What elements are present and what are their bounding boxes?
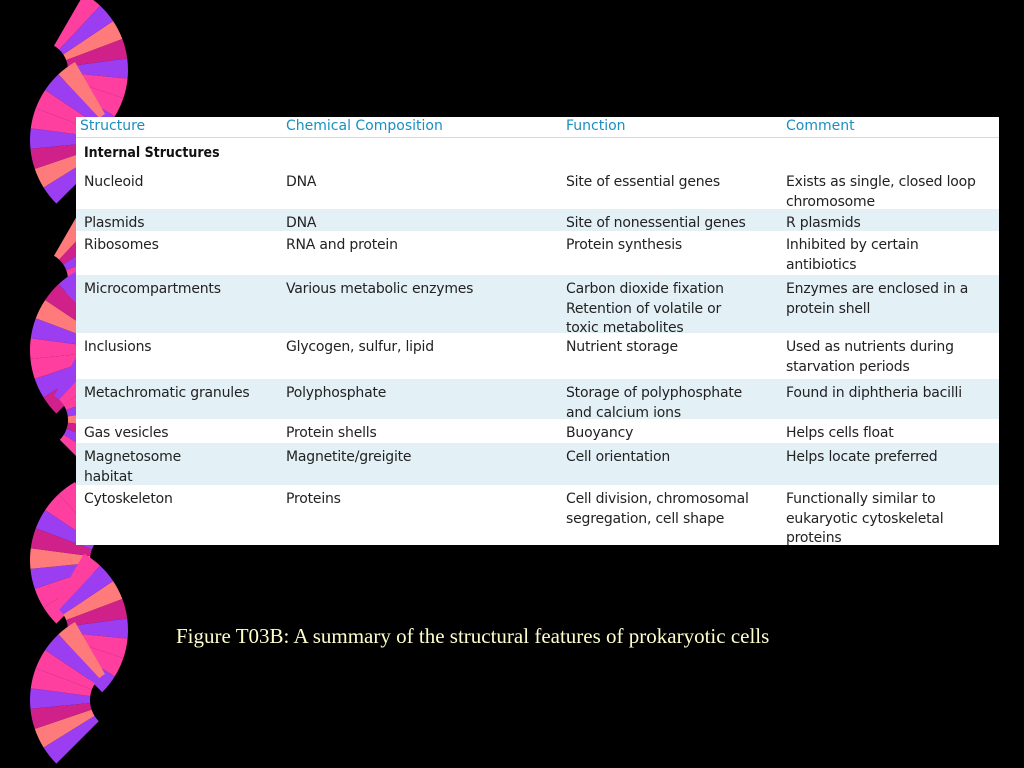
- table-cell: Various metabolic enzymes: [286, 281, 474, 297]
- table-cell: Proteins: [286, 491, 341, 507]
- table-row: [76, 168, 999, 209]
- table-cell: Protein shells: [286, 425, 377, 441]
- table-cell: Magnetosome habitat: [84, 449, 181, 485]
- table-cell: Helps cells float: [786, 425, 894, 441]
- table-row: [76, 333, 999, 379]
- header-chemical-composition: Chemical Composition: [286, 118, 443, 134]
- table-cell: Site of essential genes: [566, 174, 720, 190]
- table-cell: Buoyancy: [566, 425, 634, 441]
- table-cell: Glycogen, sulfur, lipid: [286, 339, 434, 355]
- prokaryotic-structures-table: [76, 117, 999, 545]
- table-cell: Microcompartments: [84, 281, 221, 297]
- table-cell: Gas vesicles: [84, 425, 169, 441]
- table-cell: Inclusions: [84, 339, 152, 355]
- table-row: [76, 419, 999, 443]
- table-cell: DNA: [286, 215, 317, 231]
- table-header: [76, 117, 999, 138]
- table-cell: Protein synthesis: [566, 237, 683, 253]
- table-cell: Enzymes are enclosed in a protein shell: [786, 281, 969, 317]
- table-cell: Exists as single, closed loop chromosome: [786, 174, 976, 210]
- table-cell: Cell division, chromosomal segregation, cell shape: [566, 491, 749, 527]
- table-cell: Nucleoid: [84, 174, 144, 190]
- table-cell: Found in diphtheria bacilli: [786, 385, 962, 401]
- table-cell: Helps locate preferred: [786, 449, 938, 465]
- header-structure: Structure: [80, 118, 146, 134]
- table-cell: Carbon dioxide fixation Retention of volatile or toxic metabolites: [566, 281, 724, 336]
- table-row: [76, 485, 999, 545]
- table-cell: Inhibited by certain antibiotics: [786, 237, 919, 273]
- table-cell: Nutrient storage: [566, 339, 678, 355]
- table-cell: Cell orientation: [566, 449, 671, 465]
- table-cell: Cytoskeleton: [84, 491, 173, 507]
- table-row: [76, 443, 999, 485]
- table-cell: Used as nutrients during starvation periods: [786, 339, 954, 375]
- figure-caption: Figure T03B: A summary of the structural features of prokaryotic cells: [176, 624, 770, 648]
- header-comment: Comment: [786, 118, 855, 134]
- table-row: [76, 275, 999, 336]
- table-cell: DNA: [286, 174, 317, 190]
- table-cell: Plasmids: [84, 215, 145, 231]
- table-cell: Metachromatic granules: [84, 385, 250, 401]
- section-title: Internal Structures: [84, 145, 220, 161]
- table-cell: R plasmids: [786, 215, 861, 231]
- table-cell: RNA and protein: [286, 237, 398, 253]
- table-row: [76, 379, 999, 419]
- table-row: [76, 231, 999, 275]
- table-cell: Ribosomes: [84, 237, 159, 253]
- table-cell: Storage of polyphosphate and calcium ions: [566, 385, 743, 421]
- table-cell: Site of nonessential genes: [566, 215, 746, 231]
- table-cell: Magnetite/greigite: [286, 449, 412, 465]
- table-row: [76, 209, 999, 231]
- table-cell: Functionally similar to eukaryotic cytoskeletal proteins: [786, 491, 944, 545]
- table-cell: Polyphosphate: [286, 385, 387, 401]
- header-function: Function: [566, 118, 626, 134]
